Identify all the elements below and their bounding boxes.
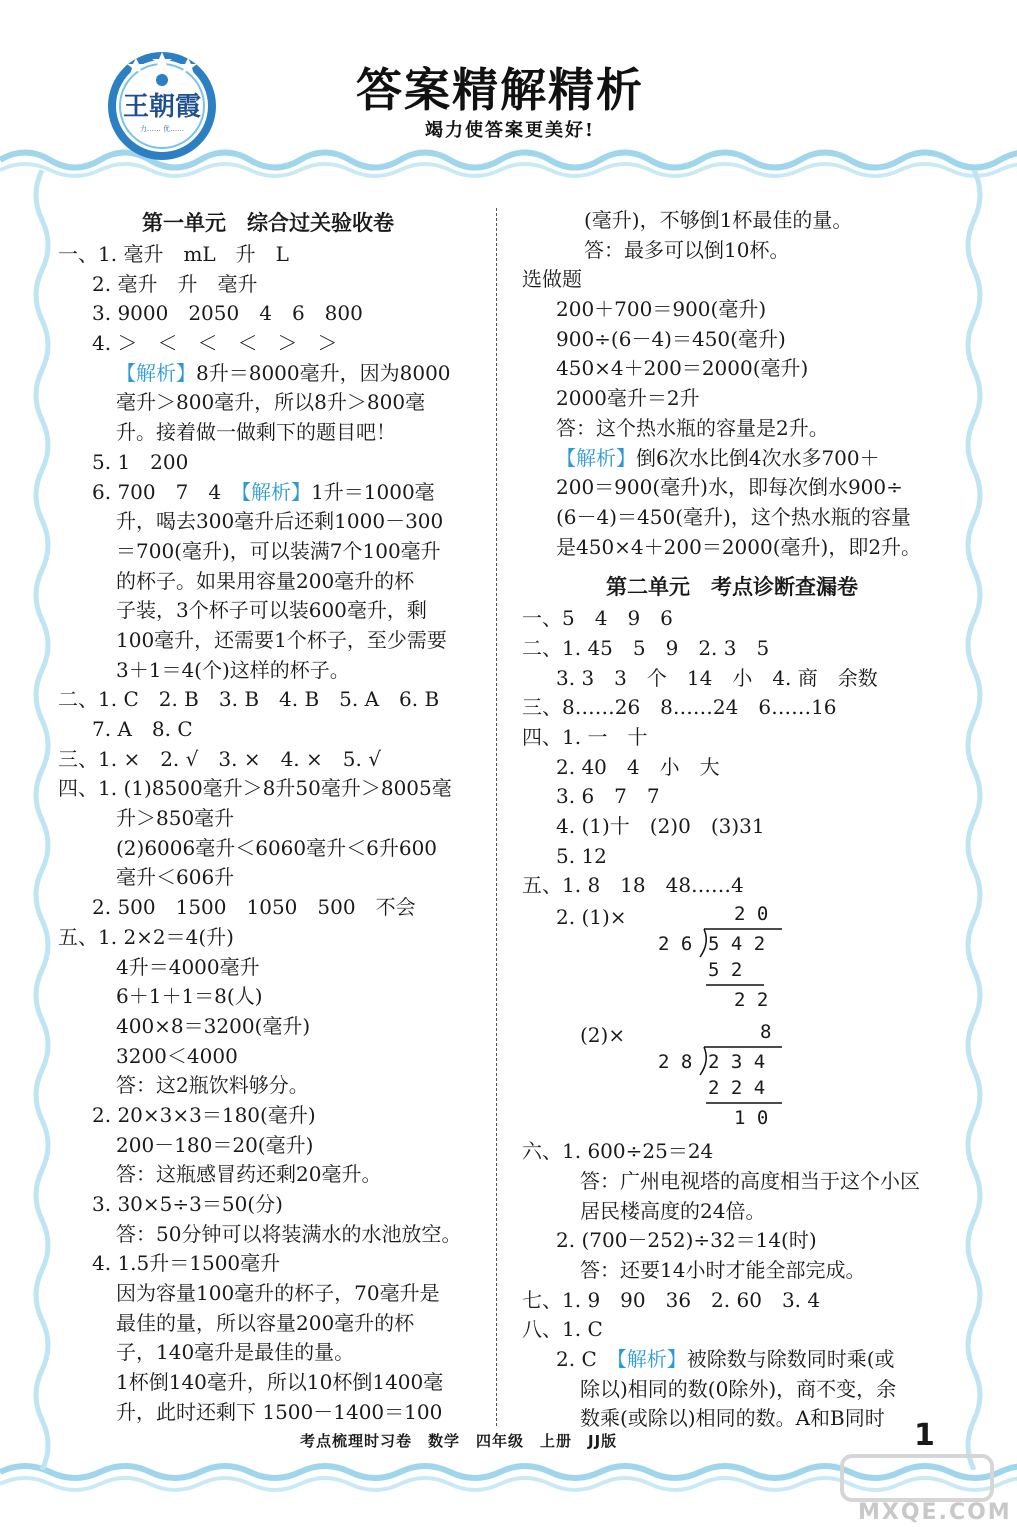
answer-line: 4. ＞ ＜ ＜ ＜ ＞ ＞ (92, 331, 338, 356)
answer-line: 2. 40 4 小 大 (556, 754, 720, 779)
answer-line: 二、1. C 2. B 3. B 4. B 5. A 6. B (58, 687, 440, 712)
answer-line (58, 359, 478, 389)
page-title: 答案精解精析 (356, 63, 644, 117)
analysis-tag: 【解析】 (241, 479, 312, 504)
answer-line: 因为容量100毫升的杯子，70毫升是 (116, 1281, 440, 1306)
answer-line: 答：最多可以倒10杯。 (584, 237, 790, 262)
answer-line: 四、1. (1)8500毫升＞8升50毫升＞8005毫 (58, 776, 452, 801)
answer-line: 4. (1)十 (2)0 (3)31 (556, 814, 765, 839)
logo-text: 王朝霞 (122, 92, 201, 122)
answer-line: 3＋1＝4(个)这样的杯子。 (116, 657, 350, 682)
answer-q6: 6. 700 7 4 (92, 479, 242, 504)
answer-line: 答：还要14小时才能全部完成。 (580, 1257, 866, 1282)
answer-line: 200＋700＝900(毫升) (556, 297, 767, 322)
division-divisor: 2 8 (658, 1051, 693, 1074)
answer-line: 7. A 8. C (92, 717, 193, 741)
division-remainder: 2 2 (734, 989, 769, 1012)
answer-line: 答：这2瓶饮料够分。 (116, 1073, 309, 1098)
answer-line: 答：这瓶感冒药还剩20毫升。 (116, 1162, 382, 1187)
answer-line: (2)× (580, 1023, 626, 1048)
long-division-1 (522, 901, 942, 1019)
division-quotient: 8 (760, 1021, 772, 1044)
right-wave-border (960, 170, 988, 1470)
answer-line: 升＞850毫升 (116, 806, 235, 831)
answer-line (58, 478, 478, 508)
answer-line: 2. 毫升 升 毫升 (92, 271, 258, 296)
footer-book-info: 考点梳理时习卷 数学 四年级 上册 JJ版 (300, 1432, 618, 1450)
answer-line: 最佳的量，所以容量200毫升的杯 (116, 1310, 415, 1335)
answer-line: 1杯倒140毫升，所以10杯倒1400毫 (116, 1370, 444, 1395)
answer-line: 答：广州电视塔的高度相当于这个小区 (580, 1168, 920, 1193)
answer-line: 四、1. 一 十 (522, 725, 648, 749)
answer-line: 5. 1 200 (92, 449, 189, 474)
answer-line: 数乘(或除以)相同的数。A和B同时 (580, 1406, 885, 1431)
answer-line: 八、1. C (522, 1317, 603, 1342)
left-wave-border (28, 170, 56, 1470)
answer-line: 五、1. 2×2＝4(升) (58, 924, 234, 949)
answer-line: 居民楼高度的24倍。 (580, 1198, 766, 1223)
answer-line: 4升＝4000毫升 (116, 954, 260, 979)
answer-line: 5. 12 (556, 843, 607, 868)
answer-line: 七、1. 9 90 36 2. 60 3. 4 (522, 1287, 821, 1312)
analysis-text: 倒6次水比倒4次水多700＋ (636, 445, 880, 470)
division-bracket-icon (694, 1045, 784, 1135)
division-dividend: 2 3 4 (708, 1051, 766, 1074)
answer-line: 升，此时还剩下 1500－1400＝100 (116, 1399, 443, 1424)
section-title-unit1: 第一单元 综合过关验收卷 (142, 211, 394, 235)
division-product: 5 2 (708, 959, 743, 982)
answer-line: 400×8＝3200(毫升) (116, 1013, 311, 1038)
answer-line: 子装，3个杯子可以装600毫升，剩 (116, 598, 427, 623)
answer-line: 3200＜4000 (116, 1043, 238, 1068)
column-divider (496, 208, 497, 1426)
answer-line: 3. 30×5÷3＝50(分) (92, 1192, 283, 1216)
optional-section-label: 选做题 (522, 267, 582, 292)
answer-line: 答：这个热水瓶的容量是2升。 (556, 415, 829, 440)
answer-q8-2: 2. C (556, 1346, 617, 1371)
division-remainder: 1 0 (734, 1107, 769, 1130)
analysis-text: 被除数与除数同时乘(或 (686, 1346, 895, 1371)
answer-line: 五、1. 8 18 48……4 (522, 873, 744, 898)
answer-line: 答：50分钟可以将装满水的水池放空。 (116, 1221, 462, 1246)
answer-line: (2)6006毫升＜6060毫升＜6升600 (116, 835, 438, 860)
analysis-tag: 【解析】 (116, 360, 196, 385)
analysis-text: 1升＝1000毫 (311, 479, 435, 504)
answer-line: 二、1. 45 5 9 2. 3 5 (522, 635, 770, 660)
answer-line: 子，140毫升是最佳的量。 (116, 1340, 355, 1365)
division-dividend: 5 4 2 (708, 933, 766, 956)
answer-line: 200－180＝20(毫升) (116, 1132, 314, 1157)
answer-line: 3. 3 3 个 14 小 4. 商 余数 (556, 665, 878, 690)
section-title-unit2: 第二单元 考点诊断查漏卷 (606, 575, 858, 600)
answer-line: 100毫升，还需要1个杯子，至少需要 (116, 627, 447, 652)
division-bracket-icon (694, 927, 784, 1017)
answer-line: ＝700(毫升)，可以装满7个100毫升 (116, 538, 441, 563)
answer-line: 900÷(6－4)＝450(毫升) (556, 326, 786, 351)
answer-line (522, 444, 942, 474)
brand-logo (104, 48, 220, 164)
answer-line: 三、1. × 2. √ 3. × 4. × 5. √ (58, 746, 381, 771)
answer-line: 一、5 4 9 6 (522, 606, 673, 631)
division-divisor: 2 6 (658, 933, 693, 956)
analysis-text: 8升＝8000毫升，因为8000 (196, 360, 451, 385)
answer-line: 3. 9000 2050 4 6 800 (92, 301, 363, 326)
answer-line: 升。接着做一做剩下的题目吧！ (116, 420, 396, 445)
answer-line: 一、1. 毫升 mL 升 L (58, 242, 289, 266)
page-subtitle: 竭力使答案更美好! (425, 120, 595, 141)
watermark-text: MXQE.COM (858, 1500, 1012, 1525)
answer-line: 2. (700－252)÷32＝14(时) (556, 1228, 817, 1253)
answer-line: 六、1. 600÷25＝24 (522, 1139, 714, 1164)
answer-line: 450×4＋200＝2000(毫升) (556, 356, 809, 381)
answer-line: 4. 1.5升＝1500毫升 (92, 1251, 281, 1276)
answer-line: 2. 500 1500 1050 500 不会 (92, 895, 416, 920)
division-product: 2 2 4 (708, 1077, 766, 1100)
division-quotient: 2 0 (734, 903, 769, 926)
answer-line: 200＝900(毫升)水，即每次倒水900÷ (556, 475, 903, 500)
answer-line: 3. 6 7 7 (556, 784, 660, 809)
answer-line: 升，喝去300毫升后还剩1000－300 (116, 509, 444, 534)
answer-line: 毫升＜606升 (116, 865, 235, 890)
analysis-tag: 【解析】 (616, 1346, 687, 1371)
answer-line: 三、8……26 8……24 6……16 (522, 695, 837, 720)
answer-line: 2. 20×3×3＝180(毫升) (92, 1102, 316, 1127)
left-column (58, 206, 478, 1428)
answer-line (522, 1345, 942, 1375)
answer-line: 毫升＞800毫升，所以8升＞800毫 (116, 390, 426, 415)
answer-line: 6＋1＋1＝8(人) (116, 984, 263, 1009)
right-column (522, 206, 942, 1434)
analysis-tag: 【解析】 (556, 445, 636, 470)
answer-line: 2000毫升＝2升 (556, 386, 700, 411)
page-number: 1 (914, 1418, 935, 1453)
answer-line: (毫升)，不够倒1杯最佳的量。 (584, 208, 853, 232)
answer-line: 的杯子。如果用容量200毫升的杯 (116, 568, 415, 593)
logo-tagline: 力…… 优…… (139, 125, 185, 133)
answer-line: 是450×4＋200＝2000(毫升)，即2升。 (556, 534, 922, 559)
answer-line: 除以)相同的数(0除外)，商不变，余 (580, 1376, 897, 1401)
answer-line: 2. (1)× (556, 905, 627, 930)
answer-line: (6－4)＝450(毫升)，这个热水瓶的容量 (556, 504, 911, 529)
long-division-2 (522, 1019, 942, 1137)
